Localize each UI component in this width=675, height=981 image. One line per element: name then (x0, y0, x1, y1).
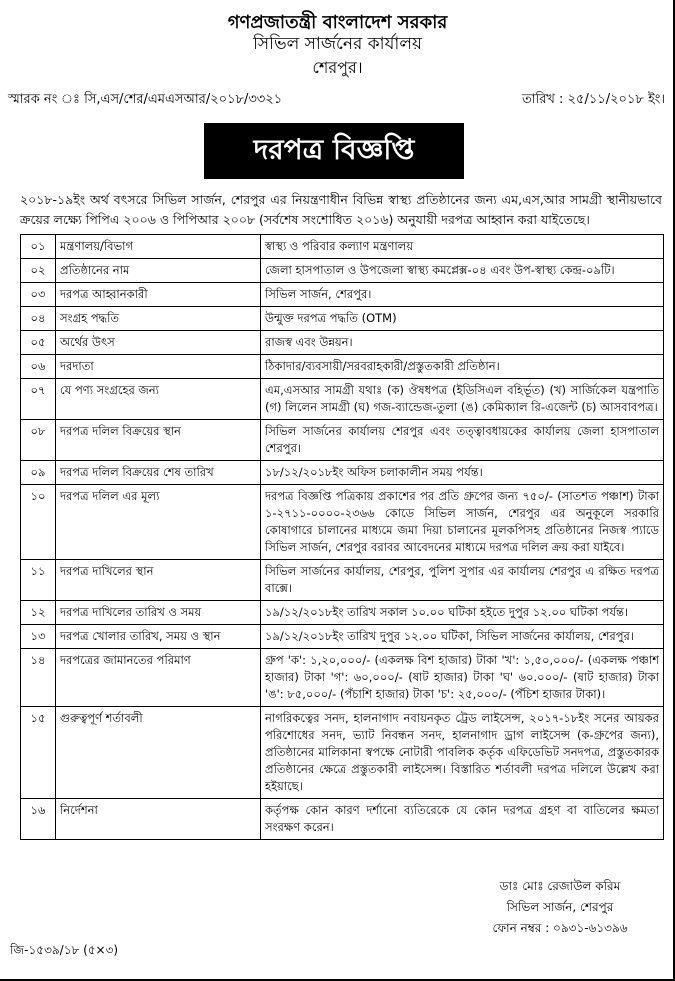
notice-title: দরপত্র বিজ্ঞপ্তি (204, 123, 464, 179)
row-value: কর্তৃপক্ষ কোন কারণ দর্শানো ব্যতিরেকে যে কোন দরপত্র গ্রহণ বা বাতিলের ক্ষমতা সংরক্ষণ করেন। (261, 799, 664, 840)
table-row (21, 560, 664, 601)
row-number: ১৫ (21, 707, 56, 799)
signatory-name: ডাঃ মোঃ রেজাউল করিম (499, 879, 621, 893)
row-number: ০১ (21, 235, 56, 259)
row-number: ১০ (21, 485, 56, 560)
row-value: জেলা হাসপাতাল ও উপজেলা স্বাস্থ্য কমপ্লেক্স-০৪ এবং উপ-স্বাস্থ্য কেন্দ্র-০৯টি। (261, 259, 664, 283)
table-row (21, 379, 664, 420)
row-number: ০৫ (21, 331, 56, 355)
row-label: দরপত্র দলিল বিক্রয়ের স্থান (56, 420, 261, 461)
row-value: সিভিল সার্জনের কার্যালয়, শেরপুর, পুলিশ সুপার এর কার্যালয় শেরপুর এ রক্ষিত দরপত্র বাক্সে। (261, 560, 664, 601)
row-value: গ্রুপ 'ক': ১,২০,০০০/- (একলক্ষ বিশ হাজার) টাকা 'খ': ১,৫০,০০০/- (একলক্ষ পঞ্চাশ হাজার) টাকা 'গ': ৬০,০০০/- (ষাট হাজার) টাকা 'ঘ' ৬০.০০০/- (ষাট হাজার) টাকা 'ঙ': ৮৫,০০০/- (পঁচাশি হাজার) টাকা 'চ': ২৫,০০০/- (পঁচিশ হাজার টাকা)। (261, 649, 664, 707)
row-number: ১৪ (21, 649, 56, 707)
row-value: স্বাস্থ্য ও পরিবার কল্যাণ মন্ত্রণালয় (261, 235, 664, 259)
row-label: সংগ্রহ পদ্ধতি (56, 307, 261, 331)
row-label: দরপত্রের জামানতের পরিমাণ (56, 649, 261, 707)
table-row (21, 625, 664, 649)
reference-code: জি-১৫৩৯/১৮ (৫×৩) (10, 943, 119, 957)
row-number: ১২ (21, 601, 56, 625)
intro-paragraph: ২০১৮-১৯ইং অর্থ বৎসরে সিভিল সার্জন, শেরপুর এর নিয়ন্ত্রণাধীন বিভিন্ন স্বাস্থ্য প্রতিষ্ঠানের জন্য এম,এস,আর সামগ্রী স্থানীয়ভাবে ক্রয়ের লক্ষ্যে পিপিএ ২০০৬ ও পিপিআর ২০০৮ (সর্বশেষ সংশোধিত ২০১৬) অনুযায়ী দরপত্র আহ্বান করা যাইতেছে। (20, 192, 662, 227)
row-value: সিভিল সার্জনের কার্যালয় শেরপুর এবং তত্ত্বাবধায়কের কার্যালয় জেলা হাসপাতাল শেরপুর। (261, 420, 664, 461)
row-label: দরপত্র দাখিলের স্থান (56, 560, 261, 601)
row-label: প্রতিষ্ঠানের নাম (56, 259, 261, 283)
row-label: দরপত্র আহ্বানকারী (56, 283, 261, 307)
signatory-phone: ফোন নম্বর : ০৯৩১-৬১৩৯৬ (492, 921, 628, 935)
row-value: এম,এসআর সামগ্রী যথাঃ (ক) ঔষধপত্র (ইডিসিএল বহির্ভূত) (খ) সার্জিকেল যন্ত্রপাতি (গ) লিলেন সামগ্রী (ঘ) গজ-ব্যান্ডেজ-তুলা (ঙ) কেমিক্যাল রি-এজেন্ট (চ) আসবাবপত্র। (261, 379, 664, 420)
row-value: সিভিল সার্জন, শেরপুর। (261, 283, 664, 307)
row-label: দরপত্র দলিল এর মূল্য (56, 485, 261, 560)
row-label: গুরুত্বপূর্ণ শর্তাবলী (56, 707, 261, 799)
table-row (21, 420, 664, 461)
table-row (21, 485, 664, 560)
row-number: ১৬ (21, 799, 56, 840)
row-number: ১৩ (21, 625, 56, 649)
row-label: যে পণ্য সংগ্রহের জন্য (56, 379, 261, 420)
table-row (21, 259, 664, 283)
table-row (21, 461, 664, 485)
table-row (21, 307, 664, 331)
notice-date: তারিখ : ২৫/১১/২০১৮ ইং। (521, 92, 665, 107)
signatory-designation: সিভিল সার্জন, শেরপুর (506, 900, 614, 914)
row-number: ০৯ (21, 461, 56, 485)
table-row (21, 331, 664, 355)
table-row (21, 283, 664, 307)
row-value: উন্মুক্ত দরপত্র পদ্ধতি (OTM) (261, 307, 664, 331)
table-row (21, 601, 664, 625)
row-label: নির্দেশনা (56, 799, 261, 840)
table-row (21, 355, 664, 379)
row-label: মন্ত্রণালয়/বিভাগ (56, 235, 261, 259)
row-value: ১৮/১২/২০১৮ইং অফিস চলাকালীন সময় পর্যন্ত। (261, 461, 664, 485)
row-label: অর্থের উৎস (56, 331, 261, 355)
row-value: নাগরিকত্বের সনদ, হালনাগাদ নবায়নকৃত ট্রেড লাইসেন্স, ২০১৭-১৮ইং সনের আয়কর পরিশোধের সনদ, ভ্যাট নিবন্ধন সনদ, হালনাগাদ ড্রাগ লাইসেন্স (ক-গ্রুপের জন্য), প্রতিষ্ঠানের মালিকানা স্বপক্ষে নোটারী পাবলিক কর্তৃক এফিডেভিট সনদপত্র, প্রস্তুতকারক প্রতিষ্ঠানের ক্ষেত্রে প্রস্তুতকারী লাইসেন্স। বিস্তারিত শর্তাবলী দরপত্র দলিলে উল্লেখ করা হইয়াছে। (261, 707, 664, 799)
row-value: ১৯/১২/২০১৮ইং তারিখ সকাল ১০.০০ ঘটিকা হইতে দুপুর ১২.০০ ঘটিকা পর্যন্ত। (261, 601, 664, 625)
table-row (21, 649, 664, 707)
row-value: রাজস্ব এবং উন্নয়ন। (261, 331, 664, 355)
row-number: ০৩ (21, 283, 56, 307)
row-label: দরপত্র খোলার তারিখ, সময় ও স্থান (56, 625, 261, 649)
table-row (21, 235, 664, 259)
table-row (21, 799, 664, 840)
row-number: ১১ (21, 560, 56, 601)
tender-details-table (20, 234, 664, 840)
row-number: ০৭ (21, 379, 56, 420)
row-number: ০৬ (21, 355, 56, 379)
office-heading: সিভিল সার্জনের কার্যালয় (252, 34, 423, 54)
row-number: ০৮ (21, 420, 56, 461)
government-heading: গণপ্রজাতন্ত্রী বাংলাদেশ সরকার (227, 12, 448, 33)
row-value: দরপত্র বিজ্ঞপ্তি পত্রিকায় প্রকাশের পর প্রতি গ্রুপের জন্য ৭৫০/- (সাতশত পঞ্চাশ) টাকা ১-২৭১১-০০০০-২৩৬৬ কোডে সিভিল সার্জন, শেরপুর এর অনুকূলে সরকারি কোষাগারে চালানের মাধ্যমে জমা দিয়া চালানের মূলকপিসহ প্রতিষ্ঠানের নিজস্ব প্যাডে সিভিল সার্জন, শেরপুর বরাবর আবেদনের মাধ্যমে দরপত্র দলিল ক্রয় করা যাইবে। (261, 485, 664, 560)
row-value: ঠিকাদার/ব্যবসায়ী/সরবরাহকারী/প্রস্তুতকারী প্রতিষ্ঠান। (261, 355, 664, 379)
memo-number: স্মারক নং ঃ সি,এস/শের/এমএসআর/২০১৮/৩৩২১ (8, 92, 283, 107)
row-label: দরদাতা (56, 355, 261, 379)
row-label: দরপত্র দলিল বিক্রয়ের শেষ তারিখ (56, 461, 261, 485)
row-value: ১৯/১২/২০১৮ইং তারিখ দুপুর ১২.০০ ঘটিকা, সিভিল সার্জনের কার্যালয়, শেরপুর। (261, 625, 664, 649)
table-row (21, 707, 664, 799)
district-heading: শেরপুর। (312, 58, 363, 77)
row-number: ০২ (21, 259, 56, 283)
row-label: দরপত্র দাখিলের তারিখ ও সময় (56, 601, 261, 625)
signature-block (470, 876, 650, 939)
row-number: ০৪ (21, 307, 56, 331)
